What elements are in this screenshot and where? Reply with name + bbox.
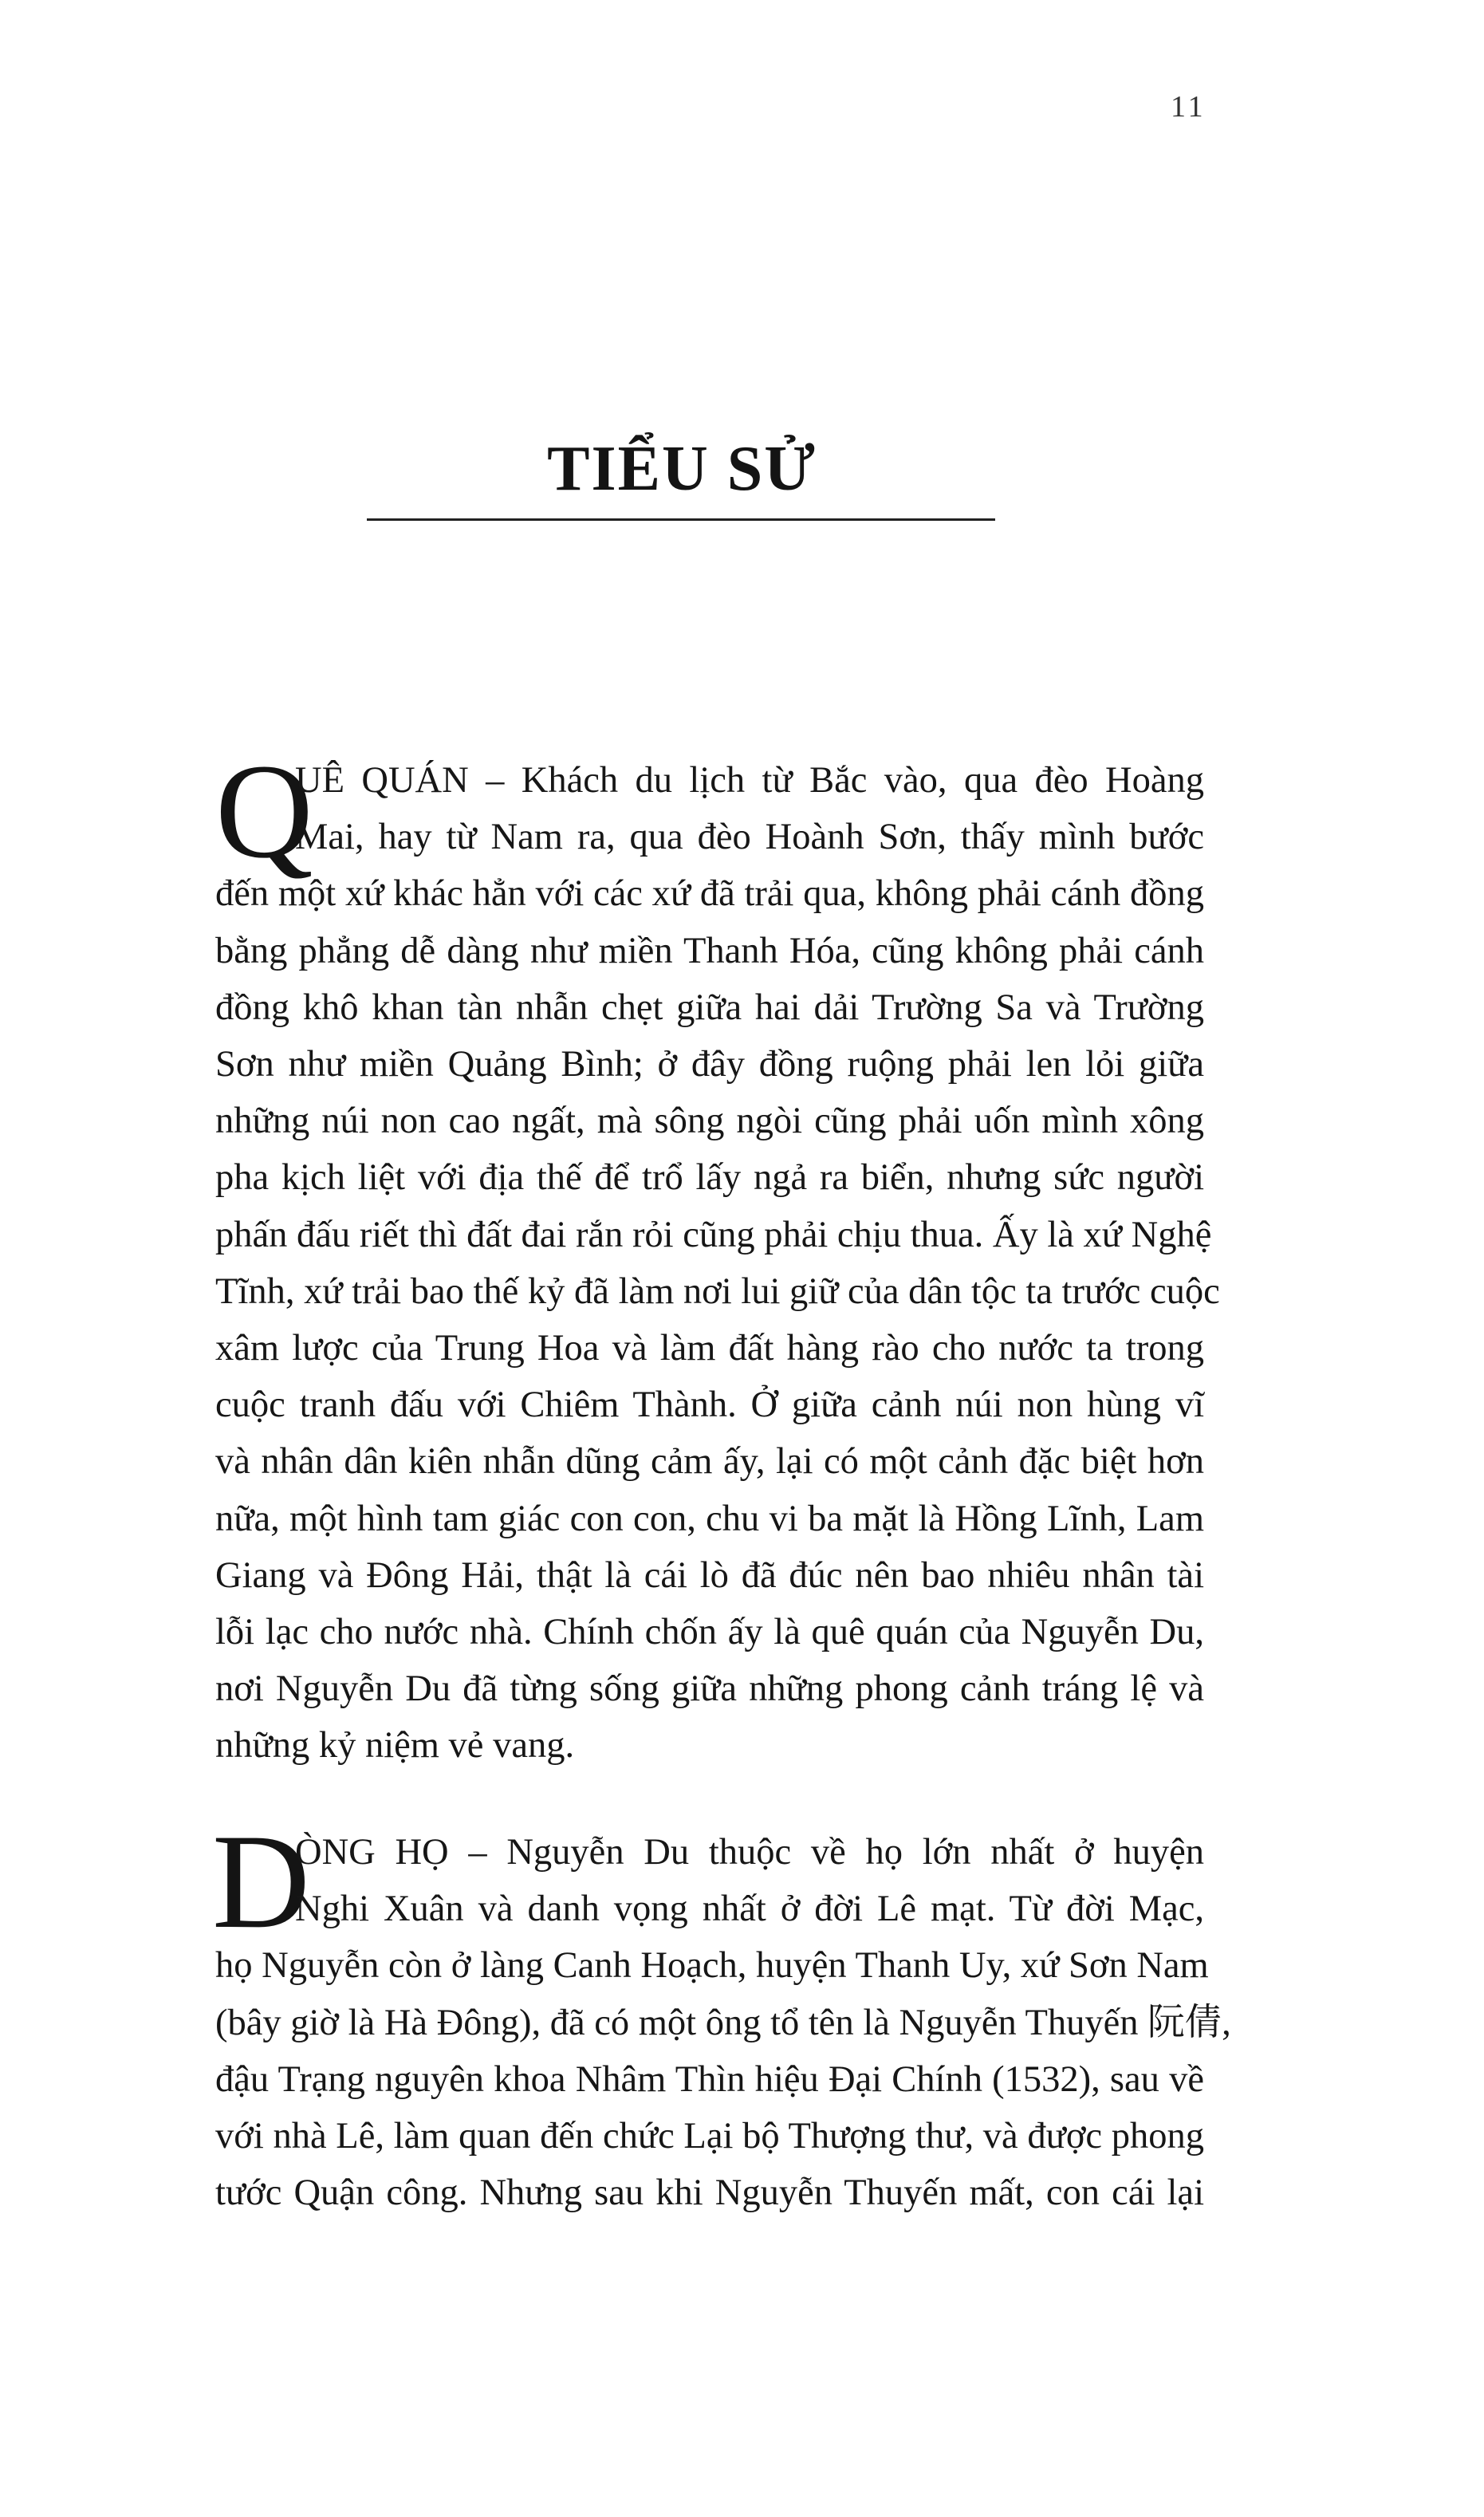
text-line: Giang và Đông Hải, thật là cái lò đã đúc nên bao nhiêu nhân tài <box>215 1554 1204 1596</box>
text-line: tước Quận công. Nhưng sau khi Nguyễn Thuyến mất, con cái lại <box>215 2172 1204 2214</box>
text-line: họ Nguyễn còn ở làng Canh Hoạch, huyện Thanh Uy, xứ Sơn Nam <box>215 1945 1209 1987</box>
text-line: và nhân dân kiên nhẫn dũng cảm ấy, lại có một cảnh đặc biệt hơn <box>215 1441 1204 1483</box>
page-number: 11 <box>1171 90 1206 124</box>
text-line: đậu Trạng nguyên khoa Nhâm Thìn hiệu Đại Chính (1532), sau về <box>215 2058 1204 2100</box>
text-line: lỗi lạc cho nước nhà. Chính chốn ấy là quê quán của Nguyễn Du, <box>215 1612 1204 1653</box>
paragraph-dong-ho <box>215 1824 1231 2221</box>
text-line: những núi non cao ngất, mà sông ngòi cũng phải uốn mình xông <box>215 1101 1204 1142</box>
text-line: Sơn như miền Quảng Bình; ở đây đồng ruộng phải len lỏi giữa <box>215 1044 1204 1085</box>
text-line: đồng khô khan tàn nhẫn chẹt giữa hai dải Trường Sa và Trường <box>215 987 1204 1028</box>
text-line: pha kịch liệt với địa thế để trổ lấy ngả ra biển, nhưng sức người <box>215 1157 1204 1199</box>
text-line: nữa, một hình tam giác con con, chu vi ba mặt là Hồng Lĩnh, Lam <box>215 1498 1204 1539</box>
text-line: cuộc tranh đấu với Chiêm Thành. Ở giữa cảnh núi non hùng vĩ <box>215 1385 1204 1426</box>
text-line: Nghi Xuân và danh vọng nhất ở đời Lê mạt. Từ đời Mạc, <box>295 1889 1204 1930</box>
text-line: ÒNG HỌ – Nguyễn Du thuộc về họ lớn nhất ở huyện <box>295 1832 1204 1873</box>
chapter-title: TIỂU SỬ <box>547 434 817 504</box>
paragraph-que-quan <box>215 752 1220 1775</box>
text-line: Tĩnh, xứ trải bao thế kỷ đã làm nơi lui giữ của dân tộc ta trước cuộc <box>215 1270 1220 1312</box>
drop-cap: D <box>212 1806 310 1956</box>
text-line: (bây giờ là Hà Đông), đã có một ông tổ tên là Nguyễn Thuyến 阮倩, <box>215 2002 1231 2043</box>
text-line: UÊ QUÁN – Khách du lịch từ Bắc vào, qua đèo Hoàng <box>295 760 1204 801</box>
drop-cap: Q <box>215 736 313 886</box>
text-line: xâm lược của Trung Hoa và làm đất hàng rào cho nước ta trong <box>215 1328 1204 1369</box>
text-line: với nhà Lê, làm quan đến chức Lại bộ Thượng thư, và được phong <box>215 2116 1204 2157</box>
text-line: đến một xứ khác hẳn với các xứ đã trải qua, không phải cánh đồng <box>215 873 1204 915</box>
text-line: những kỷ niệm vẻ vang. <box>215 1725 575 1767</box>
title-underline <box>367 518 995 521</box>
text-line: nơi Nguyễn Du đã từng sống giữa những phong cảnh tráng lệ và <box>215 1668 1204 1710</box>
text-line: phấn đấu riết thì đất đai rắn rỏi cũng phải chịu thua. Ấy là xứ Nghệ <box>215 1214 1212 1255</box>
text-line: Mai, hay từ Nam ra, qua đèo Hoành Sơn, thấy mình bước <box>295 817 1204 858</box>
text-line: bằng phẳng dễ dàng như miền Thanh Hóa, cũng không phải cánh <box>215 930 1204 971</box>
